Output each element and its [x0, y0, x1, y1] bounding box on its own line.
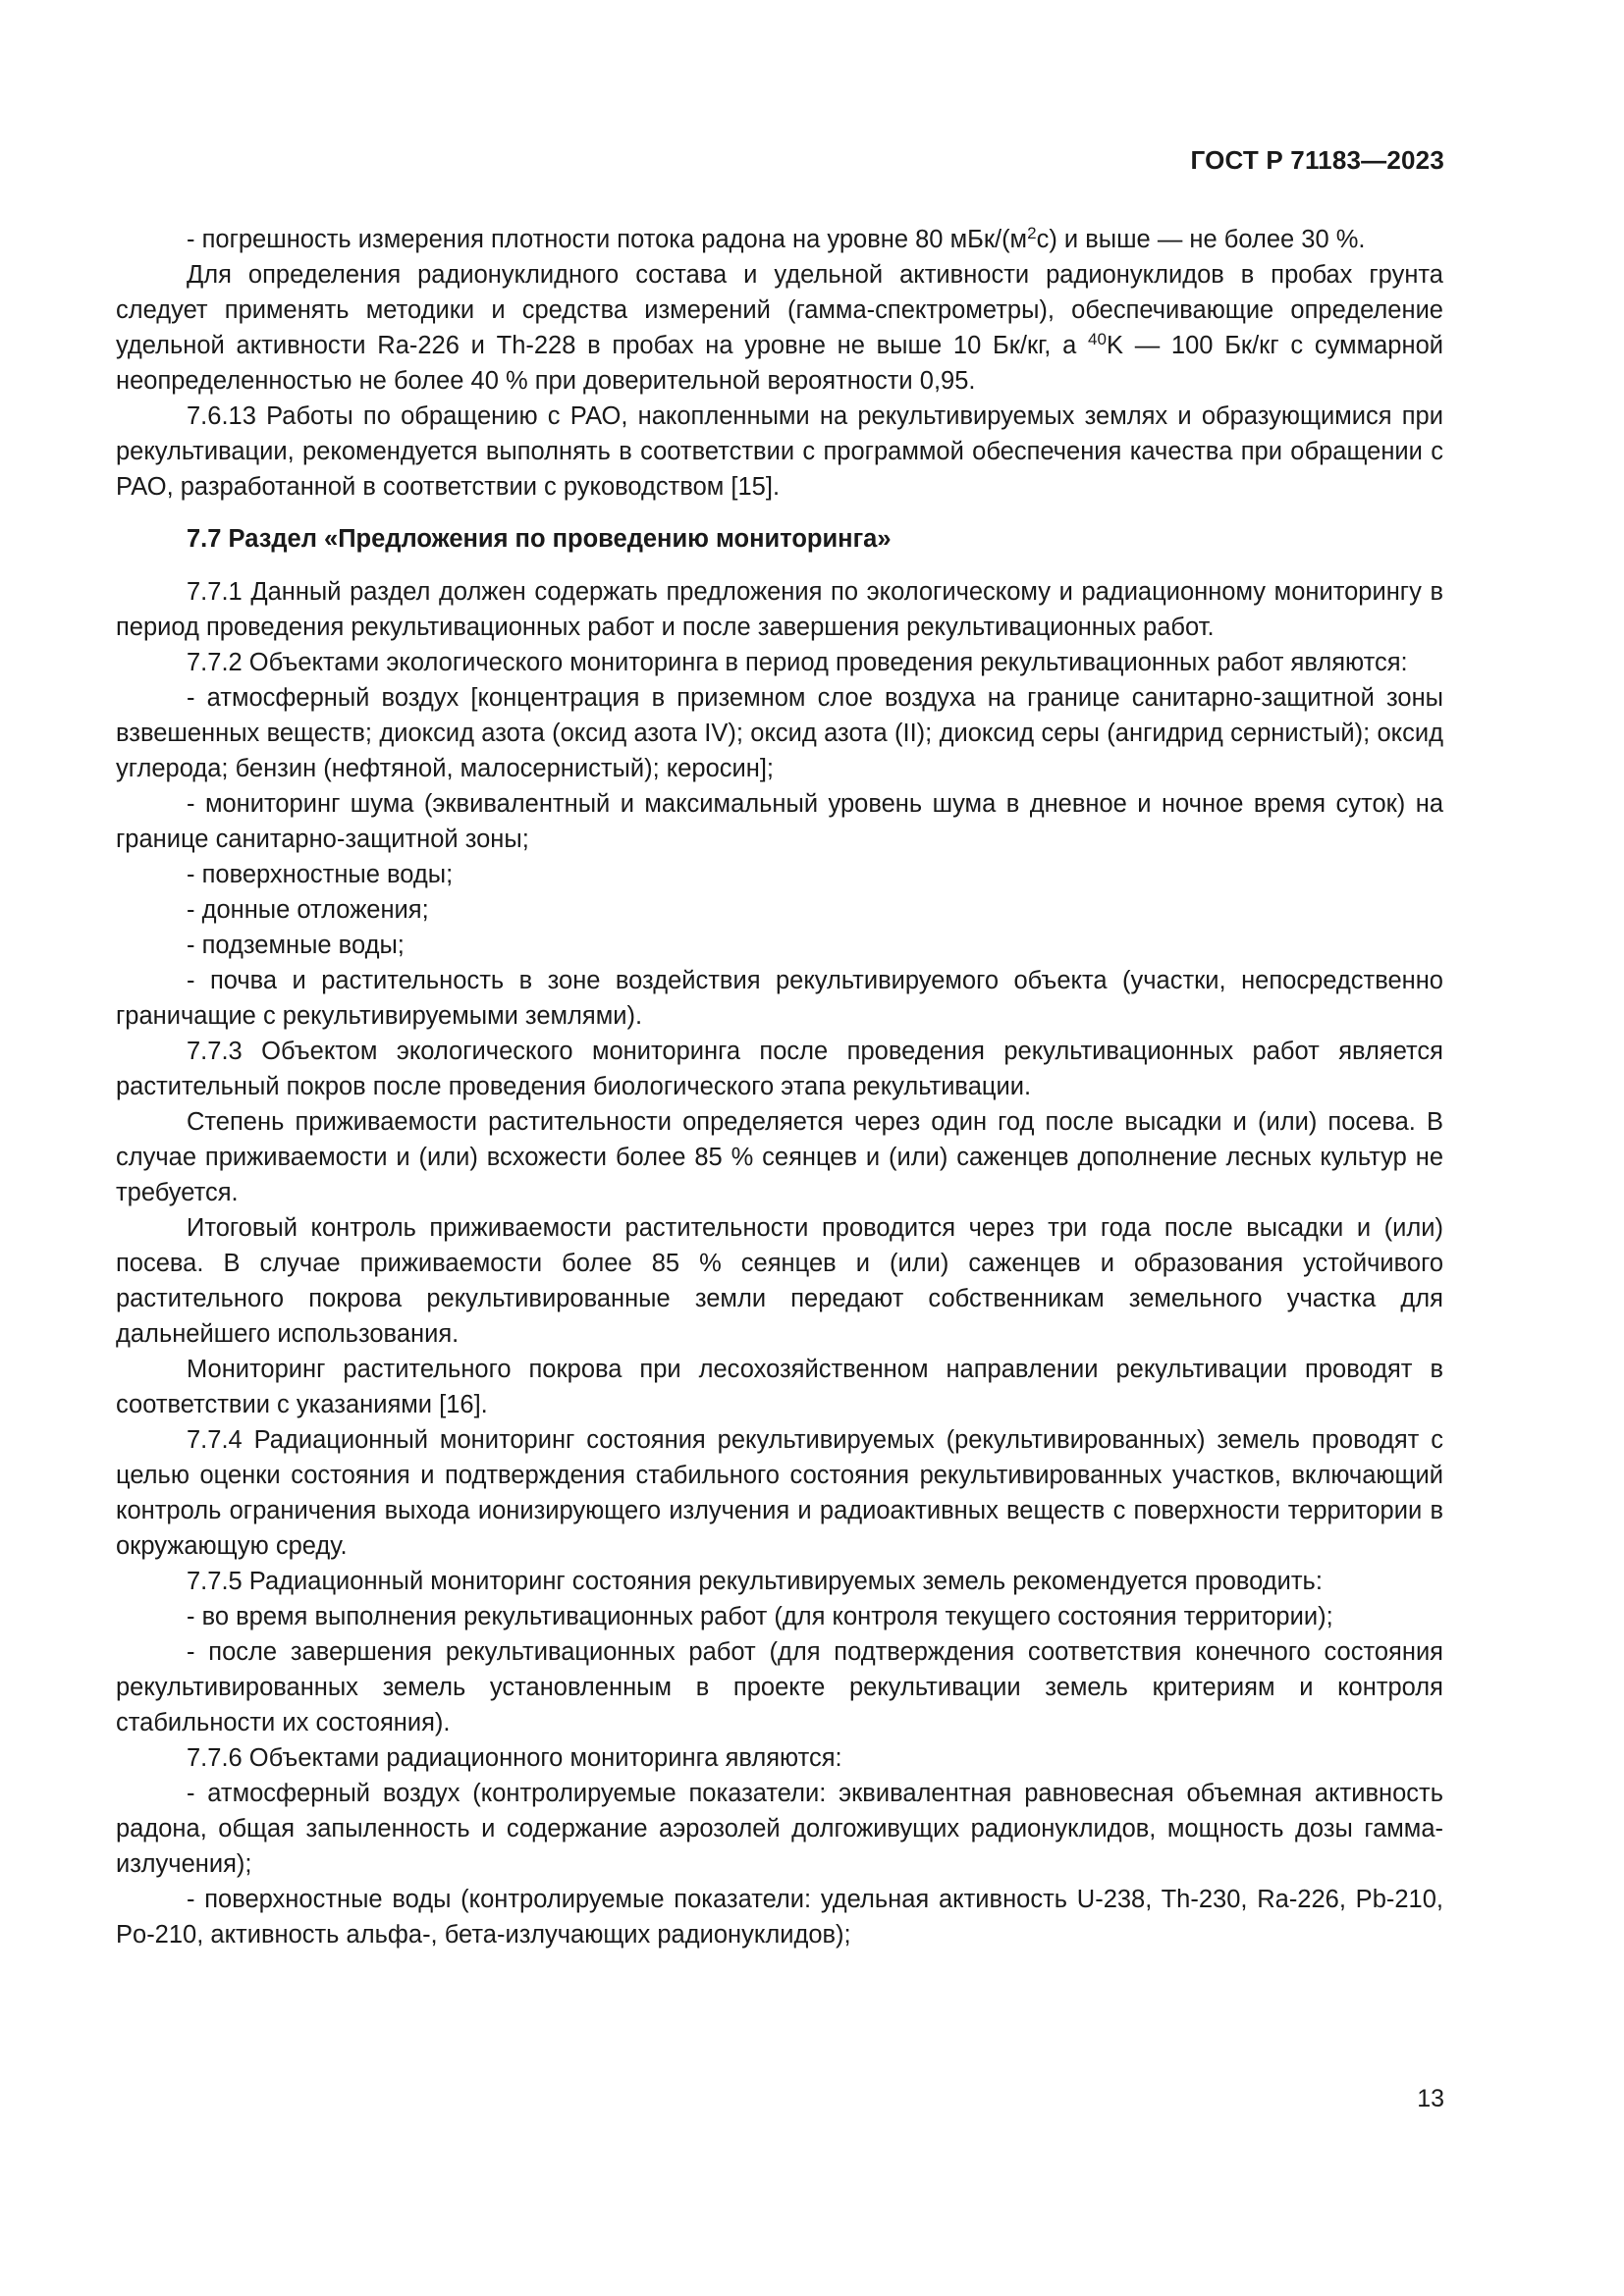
paragraph-text: Для определения радионуклидного состава и удельной активности радионуклидов в пробах грунта следует применять методики и средства измерений (гамма-спектрометры), обеспечивающие определение удельной активности Ra-226 и Th-228 в пробах на уровне не выше 10 Бк/кг, а [116, 261, 1443, 359]
list-item-surface-water: - поверхностные воды; [187, 861, 454, 888]
paragraph-text: с) и выше — не более 30 %. [1036, 226, 1366, 253]
paragraph-radionuclide-composition [116, 257, 1443, 399]
paragraph-text: - погрешность измерения плотности потока радона на уровне 80 мБк/(м [187, 226, 1028, 253]
list-item-bottom-sediments: - донные отложения; [187, 896, 429, 924]
paragraph-7-6-13: 7.6.13 Работы по обращению с РАО, накопленными на рекультивируемых землях и образующимися при рекультивации, рекомендуется выполнять в соответствии с программой обеспечения качества при обращении с РАО, разработанной в соответствии с руководством [15]. [116, 402, 1443, 501]
list-item-soil-vegetation: - почва и растительность в зоне воздействия рекультивируемого объекта (участки, непосредственно граничащие с рекультивируемыми землями). [116, 967, 1443, 1030]
list-item-during-works: - во время выполнения рекультивационных работ (для контроля текущего состояния территории); [187, 1603, 1333, 1630]
list-item-atmospheric-air: - атмосферный воздух [концентрация в приземном слое воздуха на границе санитарно-защитной зоны взвешенных веществ; диоксид азота (оксид азота IV); оксид азота (II); диоксид серы (ангидрид сернистый); оксид углерода; бензин (нефтяной, малосернистый); керосин]; [116, 684, 1443, 782]
list-item-noise-monitoring: - мониторинг шума (эквивалентный и максимальный уровень шума в дневное и ночное время суток) на границе санитарно-защитной зоны; [116, 790, 1443, 853]
page-number: 13 [1417, 2085, 1444, 2112]
paragraph-7-7-4: 7.7.4 Радиационный мониторинг состояния рекультивируемых (рекультивированных) земель проводят с целью оценки состояния и подтверждения стабильного состояния рекультивированных участков, включающий контроль ограничения выхода ионизирующего излучения и радиоактивных веществ с поверхности территории в окружающую среду. [116, 1426, 1443, 1560]
standard-code-header: ГОСТ Р 71183—2023 [1190, 145, 1444, 175]
paragraph-7-7-5: 7.7.5 Радиационный мониторинг состояния рекультивируемых земель рекомендуется проводить: [187, 1568, 1323, 1595]
paragraph-7-7-1: 7.7.1 Данный раздел должен содержать предложения по экологическому и радиационному мониторингу в период проведения рекультивационных работ и после завершения рекультивационных работ. [116, 578, 1443, 641]
superscript: 40 [1088, 330, 1107, 348]
paragraph-7-7-2: 7.7.2 Объектами экологического мониторинга в период проведения рекультивационных работ являются: [187, 649, 1408, 676]
paragraph-text: K — 100 Бк/кг с суммарной неопределенностью не более 40 % при доверительной вероятности 0,95. [116, 332, 1443, 395]
paragraph-final-control: Итоговый контроль приживаемости растительности проводится через три года после высадки и (или) посева. В случае приживаемости более 85 % сеянцев и (или) саженцев и образования устойчивого растительного покрова рекультивированные земли передают собственникам земельного участка для дальнейшего использования. [116, 1214, 1443, 1348]
superscript: 2 [1027, 224, 1037, 242]
list-item-radiation-air: - атмосферный воздух (контролируемые показатели: эквивалентная равновесная объемная активность радона, общая запыленность и содержание аэрозолей долгоживущих радионуклидов, мощность дозы гамма-излучения); [116, 1780, 1443, 1878]
paragraph-radon-error [116, 222, 1443, 257]
paragraph-7-7-6: 7.7.6 Объектами радиационного мониторинга являются: [187, 1744, 842, 1772]
paragraph-survival-rate: Степень приживаемости растительности определяется через один год после высадки и (или) посева. В случае приживаемости и (или) всхожести более 85 % сеянцев и (или) саженцев дополнение лесных культур не требуется. [116, 1108, 1443, 1206]
section-heading-7-7: 7.7 Раздел «Предложения по проведению мониторинга» [187, 525, 892, 553]
paragraph-vegetation-monitoring: Мониторинг растительного покрова при лесохозяйственном направлении рекультивации проводят в соответствии с указаниями [16]. [116, 1356, 1443, 1418]
list-item-groundwater: - подземные воды; [187, 932, 405, 959]
paragraph-7-7-3: 7.7.3 Объектом экологического мониторинга после проведения рекультивационных работ является растительный покров после проведения биологического этапа рекультивации. [116, 1038, 1443, 1100]
list-item-after-works: - после завершения рекультивационных работ (для подтверждения соответствия конечного состояния рекультивированных земель установленным в проекте рекультивации земель критериям и контроля стабильности их состояния). [116, 1638, 1443, 1736]
list-item-radiation-surface-water: - поверхностные воды (контролируемые показатели: удельная активность U-238, Th-230, Ra-226, Pb-210, Po-210, активность альфа-, бета-излучающих радионуклидов); [116, 1886, 1443, 1949]
document-body [116, 222, 1443, 1952]
